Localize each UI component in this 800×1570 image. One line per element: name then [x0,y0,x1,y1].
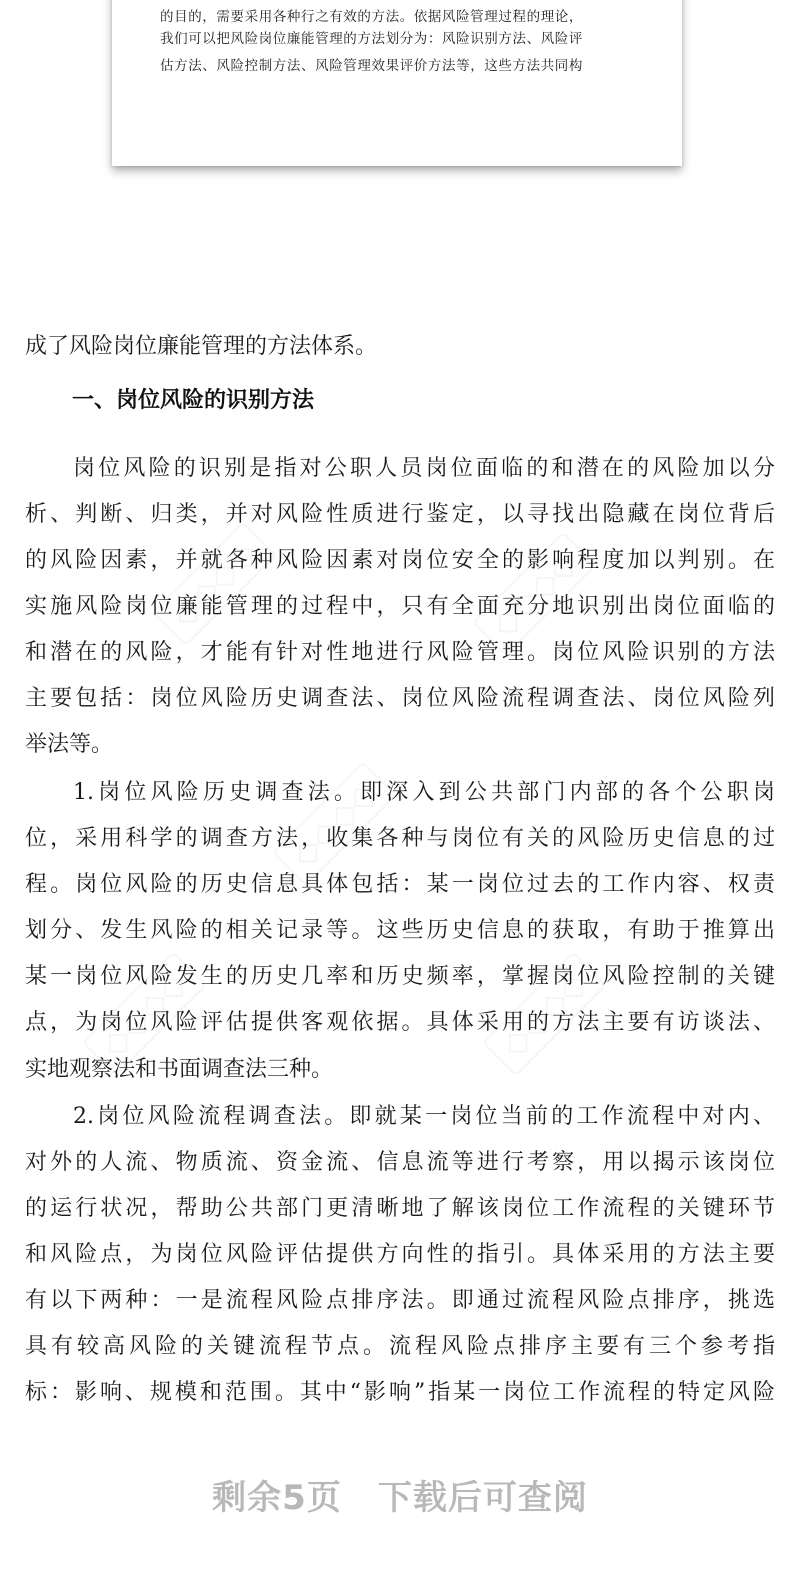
paragraph-line: 2.岗位风险流程调查法。即就某一岗位当前的工作流程中对内、 [73,1104,775,1129]
paragraph-line: 岗位风险的识别是指对公职人员岗位面临的和潜在的风险加以分 [73,456,775,481]
download-prompt[interactable] [0,1470,800,1519]
watermark: ◇◇◇◇ [272,762,397,887]
preview-line: 我们可以把风险岗位廉能管理的方法划分为：风险识别方法、风险评 [160,31,583,47]
watermark: ◇◇◇◇ [152,522,277,647]
remaining-pages-label[interactable]: 剩余5页 [212,1478,342,1518]
download-to-view-label[interactable]: 下载后可查阅 [377,1478,588,1518]
preview-page-card [112,0,682,166]
paragraph-line: 析、判断、归类，并对风险性质进行鉴定，以寻找出隐藏在岗位背后 [25,502,775,527]
preview-line: 的目的，需要采用各种行之有效的方法。依据风险管理过程的理论， [160,9,583,25]
paragraph-line: 的运行状况，帮助公共部门更清晰地了解该岗位工作流程的关键环节 [25,1196,775,1221]
watermark: ◇◇◇◇ [482,952,607,1077]
paragraph-line: 划分、发生风险的相关记录等。这些历史信息的获取，有助于推算出 [25,918,775,943]
paragraph-line: 程。岗位风险的历史信息具体包括：某一岗位过去的工作内容、权责 [25,872,775,897]
paragraph-line: 某一岗位风险发生的历史几率和历史频率，掌握岗位风险控制的关键 [25,964,775,989]
paragraph-line: 标：影响、规模和范围。其中“影响”指某一岗位工作流程的特定风险 [25,1380,775,1405]
preview-line: 估方法、风险控制方法、风险管理效果评价方法等，这些方法共同构 [160,58,583,74]
watermark: ◇◇◇◇ [82,952,207,1077]
paragraph-line: 位，采用科学的调查方法，收集各种与岗位有关的风险历史信息的过 [25,826,775,851]
paragraph-line: 有以下两种：一是流程风险点排序法。即通过流程风险点排序，挑选 [25,1288,775,1313]
paragraph-line: 主要包括：岗位风险历史调查法、岗位风险流程调查法、岗位风险列 [25,686,775,711]
paragraph-line: 点，为岗位风险评估提供客观依据。具体采用的方法主要有访谈法、 [25,1010,775,1035]
continuation-line: 成了风险岗位廉能管理的方法体系。 [25,334,378,359]
paragraph-line: 实地观察法和书面调查法三种。 [25,1057,334,1082]
watermark: ◇◇◇◇ [472,532,597,657]
paragraph-line: 对外的人流、物质流、资金流、信息流等进行考察，用以揭示该岗位 [25,1150,775,1175]
paragraph-line: 和风险点，为岗位风险评估提供方向性的指引。具体采用的方法主要 [25,1242,775,1267]
paragraph-line: 1.岗位风险历史调查法。即深入到公共部门内部的各个公职岗 [73,780,775,805]
paragraph-line: 举法等。 [25,732,114,757]
section-heading: 一、岗位风险的识别方法 [72,388,315,413]
paragraph-line: 实施风险岗位廉能管理的过程中，只有全面充分地识别出岗位面临的 [25,594,775,619]
paragraph-line: 的风险因素，并就各种风险因素对岗位安全的影响程度加以判别。在 [25,548,775,573]
paragraph-line: 具有较高风险的关键流程节点。流程风险点排序主要有三个参考指 [25,1334,775,1359]
paragraph-line: 和潜在的风险，才能有针对性地进行风险管理。岗位风险识别的方法 [25,640,775,665]
